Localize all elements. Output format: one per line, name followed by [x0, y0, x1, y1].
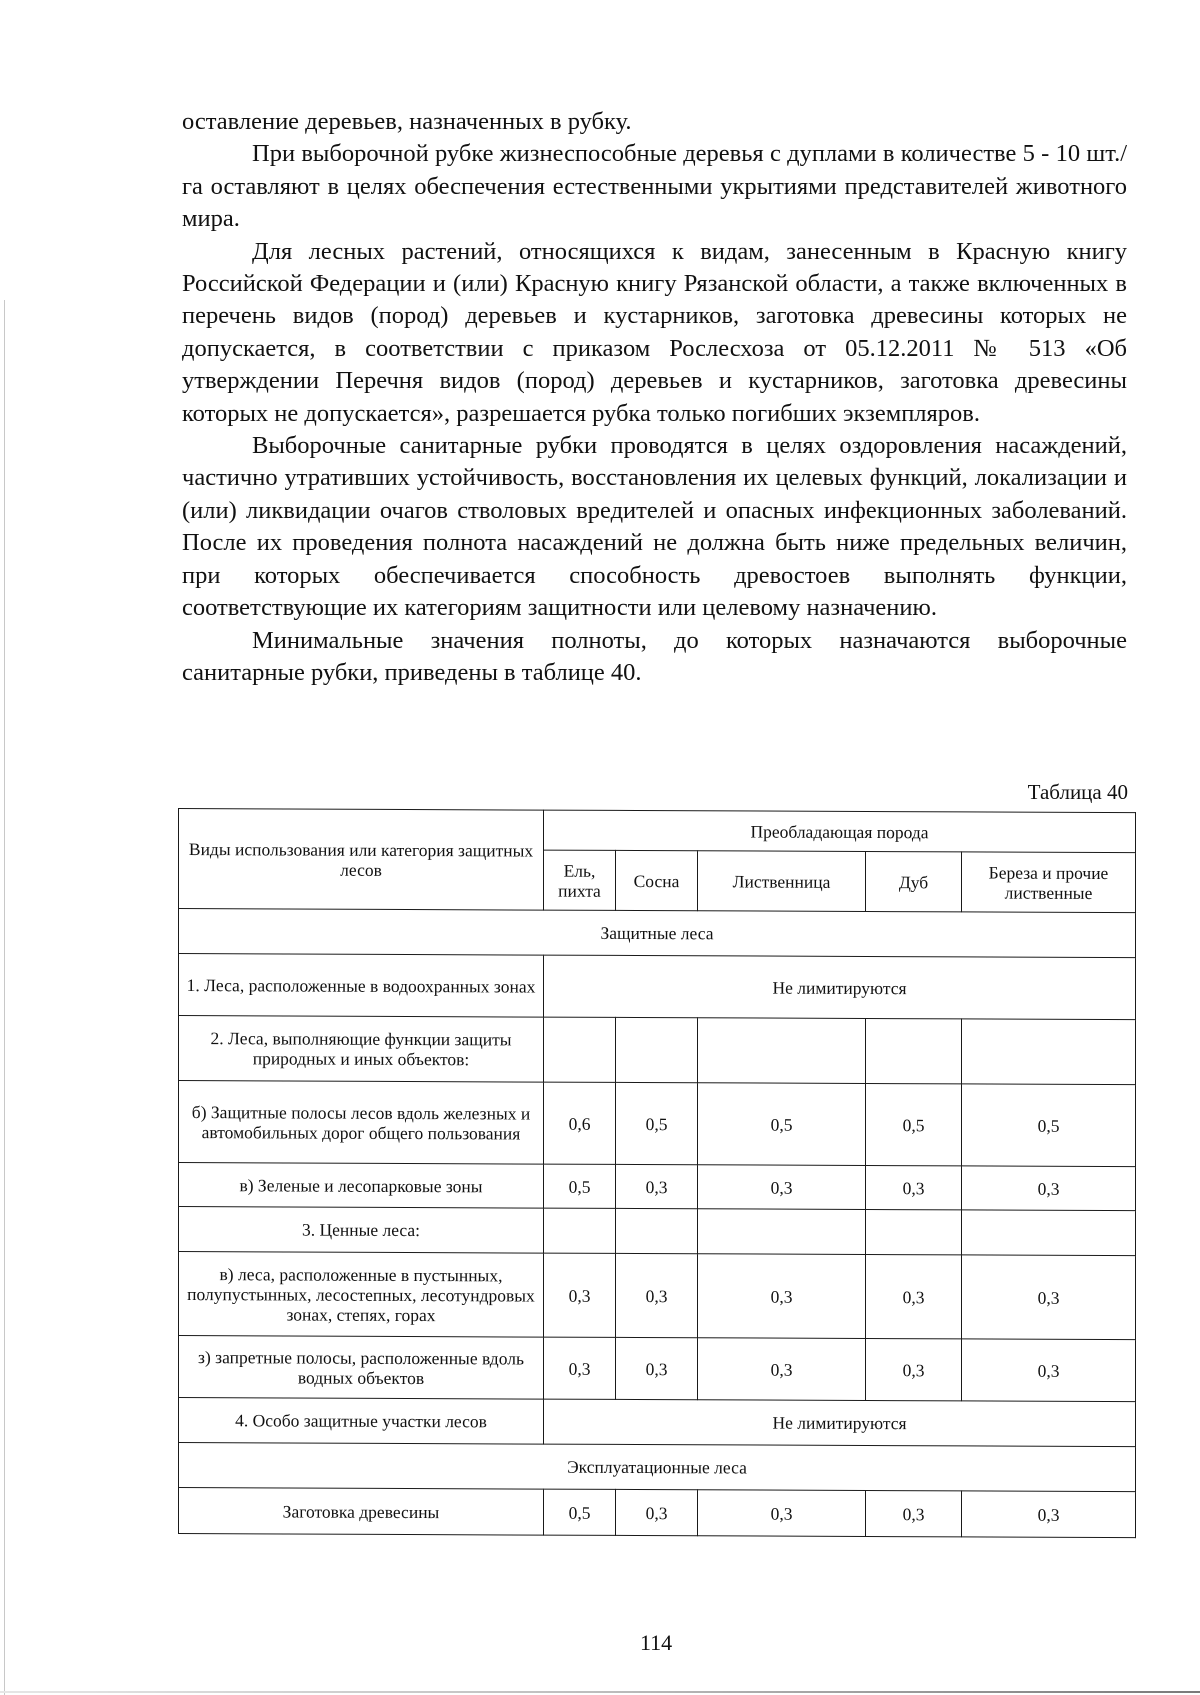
header-species-birch: Береза и прочие лиственные [962, 852, 1136, 913]
paragraph-3: Для лесных растений, относящихся к видам, занесенным в Красную книгу Российской Федерации и (или) Красную книгу Рязанской области, а также включенных в перечень видов (пород) деревьев и кустарников, заготовка древесины которых не допускается, в соответствии с приказом Рослесхоза от 05.12.2011 № 513 «Об утверждении Перечня видов (пород) деревьев и кустарников, заготовка древесины которых не допускается», разрешается рубка только погибших экземпляров. [182, 237, 1127, 427]
empty-cell [866, 1018, 962, 1083]
merged-value: Не лимитируются [544, 1399, 1136, 1447]
value-cell: 0,5 [698, 1083, 866, 1166]
table-row [179, 1163, 1136, 1211]
stocking-density-table [178, 808, 1136, 1538]
value-cell: 0,3 [544, 1337, 616, 1399]
value-cell: 0,3 [866, 1254, 962, 1338]
scan-edge-bottom [0, 1691, 1200, 1693]
table-row [179, 1398, 1136, 1447]
empty-cell [544, 1017, 616, 1082]
table-row [179, 1488, 1136, 1538]
header-row-1 [179, 809, 1136, 853]
empty-cell [616, 1208, 698, 1253]
value-cell: 0,3 [544, 1253, 616, 1337]
table-row [179, 1081, 1136, 1167]
value-cell: 0,5 [616, 1082, 698, 1164]
value-cell: 0,3 [616, 1253, 698, 1337]
table-container [178, 808, 1135, 1538]
section-row [179, 909, 1136, 958]
body-text [182, 106, 1127, 689]
value-cell: 0,3 [962, 1255, 1136, 1340]
table-row [179, 954, 1136, 1020]
paragraph-2: При выборочной рубке жизнеспособные деревья с дуплами в количестве 5 - 10 шт./га оставляют в целях обеспечения естественными укрытиями представителей животного мира. [182, 140, 1127, 233]
row-label: з) запретные полосы, расположенные вдоль водных объектов [179, 1336, 544, 1400]
table-row [179, 1016, 1136, 1085]
empty-cell [698, 1209, 866, 1255]
empty-cell [962, 1019, 1136, 1085]
paragraph-4: Выборочные санитарные рубки проводятся в целях оздоровления насаждений, частично утративших устойчивость, восстановления их целевых функций, локализации и (или) ликвидации очагов стволовых вредителей и опасных инфекционных заболеваний. После их проведения полнота насаждений не должна быть ниже предельных величин, при которых обеспечивается способность древостоев выполнять функции, соответствующие их категориям защитности или целевому назначению. [182, 432, 1127, 622]
value-cell: 0,3 [962, 1166, 1136, 1211]
header-species-pine: Сосна [616, 850, 698, 910]
section-protective-forests: Защитные леса [179, 909, 1136, 958]
header-dominant-species: Преобладающая порода [544, 810, 1136, 853]
row-label: 3. Ценные леса: [179, 1207, 544, 1254]
value-cell: 0,5 [866, 1083, 962, 1165]
row-label: 1. Леса, расположенные в водоохранных зонах [179, 954, 544, 1018]
value-cell: 0,3 [698, 1490, 866, 1537]
value-cell: 0,3 [962, 1491, 1136, 1538]
table-caption: Таблица 40 [1027, 780, 1128, 804]
value-cell: 0,3 [866, 1490, 962, 1536]
header-species-larch: Лиственница [698, 851, 866, 912]
header-category: Виды использования или категория защитных лесов [179, 809, 544, 911]
empty-cell [698, 1018, 866, 1084]
value-cell: 0,3 [698, 1338, 866, 1401]
row-label: в) леса, расположенные в пустынных, полупустынных, лесостепных, лесотундровых зонах, степях, горах [179, 1252, 544, 1338]
value-cell: 0,5 [962, 1084, 1136, 1167]
paragraph-5: Минимальные значения полноты, до которых назначаются выборочные санитарные рубки, приведены в таблице 40. [182, 626, 1127, 686]
value-cell: 0,3 [616, 1337, 698, 1399]
section-exploitation-forests: Эксплуатационные леса [179, 1443, 1136, 1492]
value-cell: 0,3 [866, 1165, 962, 1209]
merged-value: Не лимитируются [544, 955, 1136, 1020]
value-cell: 0,3 [698, 1165, 866, 1210]
row-label: Заготовка древесины [179, 1488, 544, 1536]
section-row [179, 1443, 1136, 1492]
value-cell: 0,5 [544, 1164, 616, 1208]
empty-cell [616, 1017, 698, 1082]
table-row [179, 1252, 1136, 1340]
page-number: 114 [640, 1630, 673, 1655]
row-label: б) Защитные полосы лесов вдоль железных и автомобильных дорог общего пользования [179, 1081, 544, 1165]
row-label: в) Зеленые и лесопарковые зоны [179, 1163, 544, 1209]
table-row [179, 1336, 1136, 1402]
paragraph-1: оставление деревьев, назначенных в рубку. [182, 108, 632, 135]
empty-cell [866, 1209, 962, 1254]
empty-cell [544, 1208, 616, 1253]
value-cell: 0,6 [544, 1082, 616, 1164]
value-cell: 0,3 [866, 1338, 962, 1400]
empty-cell [962, 1210, 1136, 1256]
header-species-spruce: Ель, пихта [544, 850, 616, 910]
value-cell: 0,3 [616, 1489, 698, 1535]
value-cell: 0,3 [962, 1339, 1136, 1402]
row-label: 4. Особо защитные участки лесов [179, 1398, 544, 1445]
value-cell: 0,5 [544, 1489, 616, 1535]
table-row [179, 1207, 1136, 1256]
value-cell: 0,3 [616, 1164, 698, 1208]
row-label: 2. Леса, выполняющие функции защиты природных и иных объектов: [179, 1016, 544, 1083]
scan-edge-left [4, 300, 5, 1695]
header-species-oak: Дуб [866, 851, 962, 911]
value-cell: 0,3 [698, 1254, 866, 1339]
